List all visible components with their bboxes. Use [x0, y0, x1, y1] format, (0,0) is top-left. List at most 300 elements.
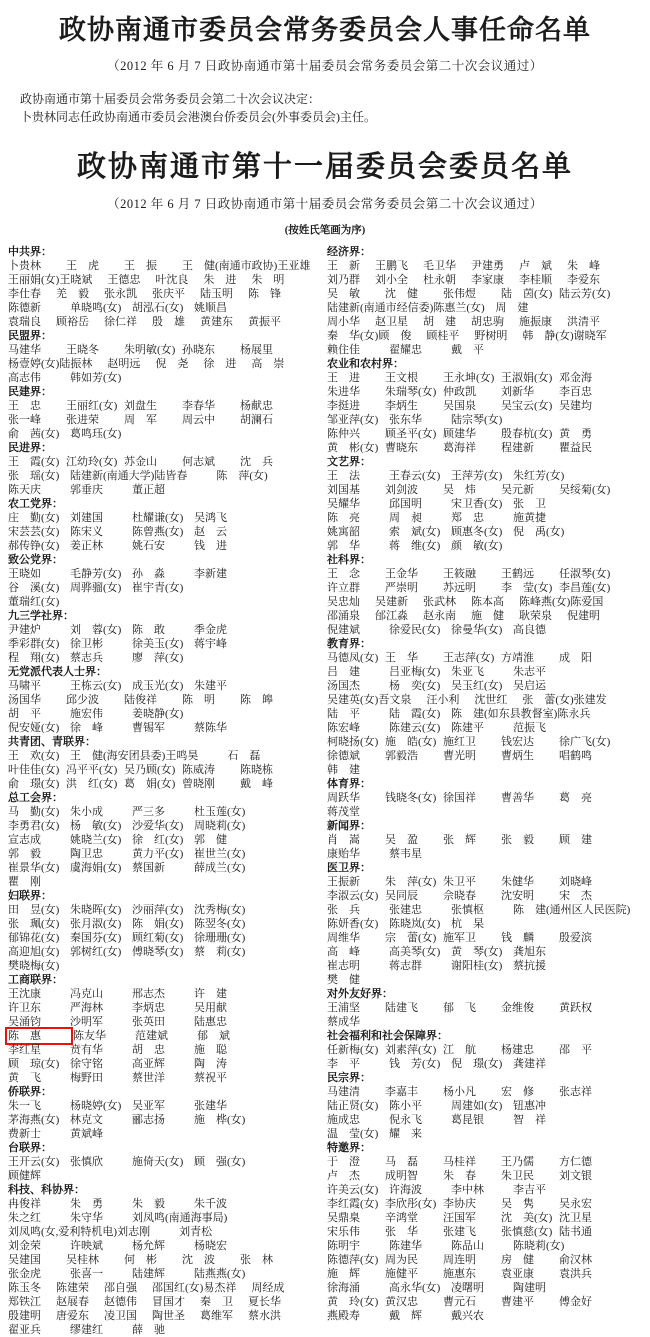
member-name: 刘 蓉(女) — [70, 624, 122, 636]
name-row — [327, 469, 646, 483]
member-name: 耀 来 — [389, 1128, 422, 1140]
member-name: 季金虎 — [194, 624, 227, 636]
name-columns — [0, 245, 650, 1337]
member-name: 崔世兰(女) — [194, 848, 246, 860]
member-name: 李淑云(女) — [327, 890, 379, 902]
member-name: 徐卫彬 — [70, 638, 103, 650]
member-name: 马建华 — [8, 344, 41, 356]
member-name: 朱之红 — [8, 1212, 41, 1224]
member-name: 郭 健 — [194, 834, 227, 846]
name-row — [8, 777, 327, 791]
member-name: 李家康 — [471, 274, 504, 286]
member-name: 王永坤(女) — [443, 372, 495, 384]
member-name: 刘剑波 — [385, 484, 418, 496]
member-name: 刘建国 — [70, 512, 103, 524]
member-name: 吴亚军 — [132, 1100, 165, 1112]
member-name: 邵国红(女) — [152, 1282, 204, 1294]
member-name: 许海波 — [389, 1184, 422, 1196]
member-name: 洪清平 — [567, 316, 600, 328]
name-row — [327, 707, 646, 721]
member-name: 陈 皞 — [240, 694, 273, 706]
name-row — [8, 847, 327, 861]
member-name: 沈秀梅(女) — [194, 904, 246, 916]
name-row — [8, 1239, 327, 1253]
member-name: 顾健辉 — [8, 1170, 41, 1182]
member-name: 王 霞(女) — [8, 456, 60, 468]
member-name: 葛鸣珏(女) — [70, 428, 122, 440]
member-name: 高 峰 — [327, 946, 360, 958]
name-row — [8, 1001, 327, 1015]
member-name: 方靖淮 — [501, 652, 534, 664]
member-name: 吴国泉 — [443, 400, 476, 412]
member-name: 徐曼华(女) — [451, 624, 503, 636]
name-row — [8, 567, 327, 581]
member-name: 王淑娟(女) — [501, 372, 553, 384]
member-name: 程 翔(女) — [8, 652, 60, 664]
member-name: 胡泓石(女) — [132, 302, 184, 314]
member-name: 顾红菊(女) — [132, 932, 184, 944]
name-row — [327, 903, 646, 917]
member-name: 张建忠 — [389, 904, 422, 916]
member-name: 王亚雄 — [277, 260, 311, 272]
member-name: 陆玉明 — [200, 288, 233, 300]
member-name: 郭树红(女) — [70, 946, 122, 958]
member-name: 朱 萍(女) — [385, 876, 437, 888]
name-row — [327, 1085, 646, 1099]
name-row — [327, 1267, 646, 1281]
name-row — [327, 931, 646, 945]
member-name: 陶卫忠 — [70, 848, 103, 860]
member-name: 谢阳桂(女) — [451, 960, 503, 972]
member-name: 林克文 — [70, 1114, 103, 1126]
member-name: 陈惠兰(女) — [433, 302, 485, 314]
section-title: 致公党界： — [8, 554, 63, 566]
member-list-doc — [0, 144, 650, 1337]
member-name: 唱鹤鸣 — [559, 750, 592, 762]
member-name: 沈 波 — [182, 1254, 215, 1266]
member-name: 陆振林 — [59, 358, 93, 370]
member-name: 李中林 — [451, 1184, 484, 1196]
member-name: 顾 琼(女) — [8, 1058, 60, 1070]
member-name: 张 卫 — [513, 498, 546, 510]
member-list-title: 政协南通市第十一届委员会委员名单 — [76, 151, 573, 183]
name-row — [327, 749, 646, 763]
member-name: 高志伟 — [8, 372, 41, 384]
member-name: 戴 辉 — [389, 1310, 422, 1322]
member-name: 孙 淼 — [132, 568, 165, 580]
member-name: 叶沈良 — [155, 274, 189, 286]
member-name: 郭毅浩 — [385, 750, 418, 762]
member-name: 朱进华 — [327, 386, 360, 398]
member-name: 杨晓婷(女) — [70, 1100, 122, 1112]
member-name: 刘乃群 — [327, 274, 360, 286]
section-title: 中共界： — [8, 246, 52, 258]
member-name: 钮惠冲 — [513, 1100, 546, 1112]
member-name: 姜晓静(女) — [132, 708, 184, 720]
name-row — [327, 875, 646, 889]
member-name: 许卫东 — [8, 1002, 41, 1014]
member-name: 刘凤鸣(女,爱利特机电) — [8, 1226, 118, 1238]
name-row — [8, 763, 327, 777]
member-name: 龚旭东 — [513, 946, 546, 958]
member-name: 陈建云(女) — [389, 722, 441, 734]
section-title: 妇联界： — [8, 890, 52, 902]
section-title: 文艺界： — [327, 456, 371, 468]
member-name: 陆书通 — [559, 1226, 592, 1238]
member-name: 张金虎 — [8, 1268, 41, 1280]
member-name: 单晓鸣(女) — [70, 302, 122, 314]
member-name: 钱晓冬(女) — [385, 792, 437, 804]
member-name: 严崇明 — [385, 582, 418, 594]
section-title: 农业和农村界： — [327, 358, 404, 370]
member-name: 沈卫星 — [559, 1212, 592, 1224]
name-row — [327, 525, 646, 539]
name-row — [327, 693, 646, 707]
member-name: 朱 毅 — [132, 1198, 165, 1210]
member-name: 耿荣泉 — [519, 610, 552, 622]
member-name: 陈翌冬(女) — [194, 918, 246, 930]
member-name: 顾圣平(女) — [385, 428, 437, 440]
member-name: 李红星 — [8, 1044, 41, 1056]
member-name: 缪建红 — [70, 1324, 103, 1336]
name-row — [8, 539, 327, 553]
name-row — [8, 721, 327, 735]
section-title: 侨联界： — [8, 1086, 52, 1098]
member-name: 朱 峰 — [567, 260, 600, 272]
member-name: 薛成兰(女) — [194, 862, 246, 874]
member-name: 尹建炉 — [8, 624, 41, 636]
member-name: 宏 修 — [501, 1086, 534, 1098]
member-name: 吴乃顾(女) — [124, 764, 176, 776]
member-name: 殷 雄 — [152, 316, 185, 328]
member-name: 戴兴农 — [451, 1310, 484, 1322]
name-row — [327, 1309, 646, 1323]
member-name: 蔡志兵 — [70, 652, 103, 664]
member-name: 杜耀谦(女) — [132, 512, 184, 524]
member-name: 沙丽萍(女) — [132, 904, 184, 916]
name-row — [327, 889, 646, 903]
member-name: 张伟煜 — [443, 288, 476, 300]
member-name: 朱 勇 — [70, 1198, 103, 1210]
member-name: 张英田 — [132, 1016, 165, 1028]
member-name: 陈 亮 — [327, 512, 360, 524]
name-row — [8, 1253, 327, 1267]
member-name: 王 健(南通市政协) — [182, 260, 278, 272]
member-name: 严海林 — [70, 1002, 103, 1014]
member-name: 杨晓宏 — [194, 1240, 227, 1252]
name-row — [8, 595, 327, 609]
member-name: 沙爱华(女) — [132, 820, 184, 832]
member-name: 凌曙明 — [451, 1282, 484, 1294]
name-row — [327, 609, 646, 623]
member-name: 石 磊 — [227, 750, 261, 762]
member-name: 郭 华 — [327, 540, 360, 552]
member-name: 陈 敢 — [132, 624, 165, 636]
member-name: 吴宝云(女) — [501, 400, 553, 412]
member-name: 钱宏达 — [501, 736, 534, 748]
member-name: 张永凯 — [104, 288, 137, 300]
member-name: 周 军 — [124, 414, 157, 426]
member-name: 吴用献 — [194, 1002, 227, 1014]
member-name: 樊 健 — [327, 974, 360, 986]
member-name: 邹亚萍(女) — [327, 414, 379, 426]
member-name: 张 林 — [240, 1254, 273, 1266]
member-name: 郝传铮(女) — [8, 540, 60, 552]
member-name: 施 聪 — [194, 1044, 227, 1056]
member-name: 张建飞 — [443, 1226, 476, 1238]
name-row — [327, 399, 646, 413]
member-name: 唐爱东 — [56, 1310, 89, 1322]
member-name: 刘青松 — [179, 1226, 213, 1238]
member-name: 崔志明 — [327, 960, 360, 972]
section-title: 医卫界： — [327, 862, 371, 874]
section-title: 体育界： — [327, 778, 371, 790]
member-name: 赵德伟 — [104, 1296, 137, 1308]
name-row — [8, 805, 327, 819]
member-name: 杨允辉 — [132, 1240, 165, 1252]
member-name: 张慎枢 — [451, 904, 484, 916]
member-name: 沈世红 — [474, 694, 508, 706]
member-name: 葛维军 — [200, 1310, 233, 1322]
name-row — [327, 483, 646, 497]
name-row — [8, 511, 327, 525]
name-row — [8, 693, 327, 707]
member-name: 黄建东 — [200, 316, 233, 328]
member-name: 陆惠忠 — [194, 1016, 227, 1028]
member-name: 方仁德 — [559, 1156, 592, 1168]
member-name: 吾文泉 — [378, 694, 412, 706]
member-name: 陆俊祥 — [124, 694, 157, 706]
member-name: 田 昱(女) — [8, 904, 60, 916]
member-name: 黄力平(女) — [132, 848, 184, 860]
member-name: 董瑞红(女) — [8, 596, 60, 608]
name-row — [327, 945, 646, 959]
member-name: 顾建华 — [443, 428, 476, 440]
member-name: 吴涌钧 — [8, 1016, 41, 1028]
member-name: 宋芸芸(女) — [8, 526, 60, 538]
member-name: 李爱东 — [567, 274, 600, 286]
member-name: 韩如芳(女) — [70, 372, 122, 384]
member-name: 高良德 — [513, 624, 546, 636]
member-name: 朱红芳(女) — [513, 470, 565, 482]
member-name: 陆建飞 — [385, 1002, 418, 1014]
name-row — [8, 1169, 327, 1183]
member-name: 陈 明 — [182, 694, 215, 706]
member-name: 王 健(海安团县委) — [70, 750, 166, 762]
name-row — [8, 875, 327, 889]
member-name: 张志祥 — [559, 1086, 592, 1098]
member-name: 倪 禹(女) — [513, 526, 565, 538]
member-name: 江 航 — [443, 1044, 476, 1056]
member-name: 张建华 — [194, 1100, 227, 1112]
section-title: 无党派代表人士界： — [8, 666, 107, 678]
section-title: 社会福利和社会保障界： — [327, 1030, 448, 1042]
member-name: 杨壹婷(女) — [8, 358, 60, 370]
member-name: 刘文银 — [559, 1170, 592, 1182]
member-name: 许 建 — [194, 988, 227, 1000]
member-name: 郭垂庆 — [70, 484, 103, 496]
member-name: 王 念 — [327, 568, 360, 580]
name-row — [8, 287, 327, 301]
member-name: 徐 红(女) — [132, 834, 184, 846]
member-name: 汤国华 — [8, 694, 41, 706]
member-name: 柯晓扬(女) — [327, 736, 379, 748]
member-name: 张东华 — [389, 414, 422, 426]
member-name: 范振飞 — [513, 722, 546, 734]
member-name: 高美琴(女) — [389, 946, 441, 958]
member-name: 倪 璟(女) — [451, 1058, 503, 1070]
name-row — [8, 1197, 327, 1211]
name-row — [8, 945, 327, 959]
member-name: 朱建平 — [194, 680, 227, 692]
highlighted-member-name[interactable]: 陈 惠 — [5, 1027, 73, 1045]
member-name: 顾桂平 — [426, 330, 460, 342]
member-name: 凌卫国 — [104, 1310, 137, 1322]
member-name: 房 健 — [501, 1254, 534, 1266]
member-name: 刘凤鸣(南通海事局) — [132, 1212, 228, 1224]
member-name: 周为民 — [385, 1254, 418, 1266]
name-row — [327, 1113, 646, 1127]
member-name: 王沈康 — [8, 988, 41, 1000]
name-row — [8, 1127, 327, 1141]
member-name: 胡 平 — [8, 708, 41, 720]
member-name: 陈峰燕(女) — [519, 596, 571, 608]
member-name: 叶佳佳(女) — [8, 764, 60, 776]
member-name: 蒋 维(女) — [389, 540, 441, 552]
name-row — [327, 413, 646, 427]
member-name: 颜 敏(女) — [451, 540, 503, 552]
name-row — [8, 427, 327, 441]
name-row — [8, 259, 327, 273]
member-name: 王 虎 — [66, 260, 99, 272]
member-name: 张 辉 — [443, 834, 476, 846]
appointment-doc-title: 政协南通市委员会常务委员会人事任命名单 — [59, 15, 591, 45]
member-name: 陈妍香(女) — [327, 918, 379, 930]
member-name: 智 祥 — [513, 1114, 546, 1126]
member-name: 费新士 — [8, 1128, 41, 1140]
member-name: 钱 麟 — [501, 932, 534, 944]
member-name: 施振康 — [519, 316, 552, 328]
name-row — [327, 1183, 646, 1197]
member-name: 范建斌 — [135, 1030, 168, 1042]
name-row — [8, 1071, 327, 1085]
section-title: 总工会界： — [8, 792, 63, 804]
name-row — [327, 427, 646, 441]
member-name: 沈安明 — [501, 890, 534, 902]
member-name: 沈 美(女) — [501, 1212, 553, 1224]
member-name: 佘晓春 — [443, 890, 476, 902]
member-name: 杨 奕(女) — [389, 680, 441, 692]
name-row — [327, 1001, 646, 1015]
member-name: 高亚辉 — [132, 1058, 165, 1070]
member-name: 黄 琴(女) — [451, 946, 503, 958]
appointment-doc-subtitle: （2012 年 6 月 7 日政协南通市第十届委员会常务委员会第二十次会议通过） — [107, 59, 543, 73]
member-name: 马桂祥 — [443, 1156, 476, 1168]
name-row — [327, 581, 646, 595]
member-name: 张喜一 — [70, 1268, 103, 1280]
member-name: 张武林 — [423, 596, 456, 608]
member-name: 顾裕岳 — [56, 316, 89, 328]
section-title: 民进界： — [8, 442, 52, 454]
member-name: 刘素萍(女) — [385, 1044, 437, 1056]
member-name: 李欣彤(女) — [385, 1198, 437, 1210]
member-name: 陈德萍(女) — [327, 1254, 379, 1266]
member-name: 朱明敏(女) — [124, 344, 176, 356]
member-name: 周跃华 — [327, 792, 360, 804]
name-row — [327, 1169, 646, 1183]
member-name: 沙明军 — [70, 1016, 103, 1028]
member-name: 张 瑶(女) — [8, 470, 60, 482]
member-name: 陶建明 — [513, 1282, 546, 1294]
member-name: 朱一飞 — [8, 1100, 41, 1112]
member-name: 张慎欣 — [70, 1156, 103, 1168]
member-name: 宋卫香(女) — [451, 498, 503, 510]
name-row — [327, 539, 646, 553]
member-name: 杨建忠 — [501, 1044, 534, 1056]
section-title: 特邀界： — [327, 1142, 371, 1154]
member-name: 王栋云(女) — [70, 680, 122, 692]
member-name: 陆云芳(女) — [559, 288, 611, 300]
name-row — [8, 1155, 327, 1169]
member-name: 姚寓韶 — [327, 526, 360, 538]
member-name: 何 彬 — [124, 1254, 157, 1266]
name-row — [327, 1253, 646, 1267]
member-name: 黄 彬(女) — [327, 442, 379, 454]
name-row — [8, 819, 327, 833]
member-name: 仲政凯 — [443, 386, 476, 398]
member-name: 陈天庆 — [8, 484, 41, 496]
name-row — [327, 805, 646, 819]
member-name: 廖 萍(女) — [132, 652, 184, 664]
member-name: 董正超 — [132, 484, 165, 496]
member-name: 黄 玲(女) — [327, 1296, 379, 1308]
name-row — [327, 497, 646, 511]
member-name: 蔡世洋 — [132, 1072, 165, 1084]
member-name: 吴 盈 — [385, 834, 418, 846]
member-name: 顾惠冬(女) — [451, 526, 503, 538]
member-name: 秦 华(女) — [327, 330, 379, 342]
member-name: 王金华 — [385, 568, 418, 580]
member-name: 金维俊 — [501, 1002, 534, 1014]
member-name: 黄振平 — [248, 316, 281, 328]
member-name: 吴鸿飞 — [194, 512, 227, 524]
member-name: 夏长华 — [248, 1296, 281, 1308]
name-row — [327, 1127, 646, 1141]
member-name: 翟耀忠 — [389, 344, 422, 356]
member-name: 汪小利 — [426, 694, 460, 706]
name-row — [327, 623, 646, 637]
member-name: 周 昶 — [389, 512, 422, 524]
member-name: 吴建新 — [375, 596, 408, 608]
member-name: 韩 静(女) — [522, 330, 574, 342]
name-row — [8, 833, 327, 847]
member-name: 施黄捷 — [513, 512, 546, 524]
member-name: 张 珮(女) — [8, 918, 60, 930]
member-name: 郁锦花(女) — [8, 932, 60, 944]
member-name: 程建新 — [501, 442, 534, 454]
member-name: 于 澄 — [327, 1156, 360, 1168]
member-name: 李昌莲(女) — [559, 582, 611, 594]
member-name: 陆皆春 — [154, 470, 188, 482]
member-name: 瞿 刚 — [8, 876, 41, 888]
member-name: 薛 驰 — [132, 1324, 165, 1336]
name-row — [327, 735, 646, 749]
name-row — [327, 1155, 646, 1169]
name-row — [8, 1225, 327, 1239]
member-name: 易杰祥 — [203, 1282, 237, 1294]
member-name: 王文根 — [385, 372, 418, 384]
member-name: 傅金好 — [559, 1296, 592, 1308]
